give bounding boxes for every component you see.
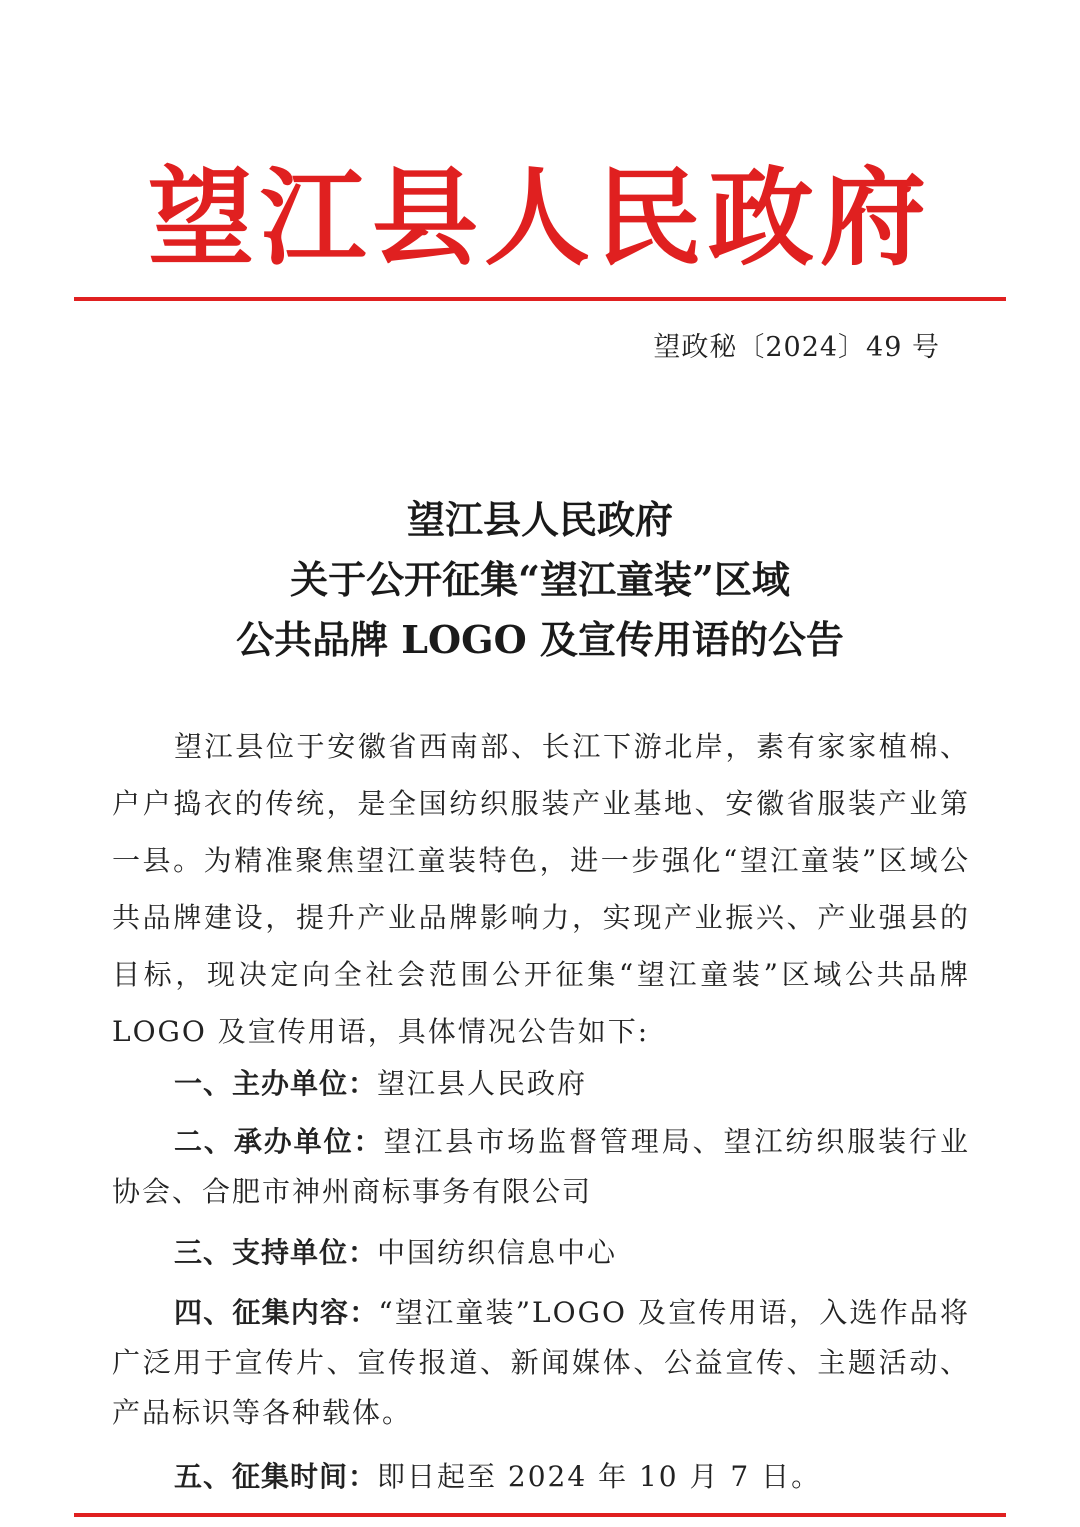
document-number: 望政秘〔2024〕49 号 (653, 332, 940, 363)
item-text: 即日起至 2024 年 10 月 7 日。 (377, 1460, 822, 1493)
item-text: 中国纺织信息中心 (377, 1236, 618, 1269)
notice-title (60, 490, 1020, 670)
item-label: 三、支持单位： (174, 1236, 378, 1269)
item-label: 五、征集时间： (174, 1460, 378, 1493)
item-label: 二、承办单位： (174, 1125, 384, 1158)
item-text: 望江县人民政府 (377, 1067, 588, 1100)
footer-red-rule (74, 1513, 1006, 1517)
item-content (112, 1288, 970, 1438)
item-label: 四、征集内容： (174, 1296, 379, 1329)
item-label: 一、主办单位： (174, 1067, 378, 1100)
item-supporter (112, 1228, 970, 1278)
notice-title-line-2: 关于公开征集“望江童装”区域 (290, 557, 790, 602)
item-text: 望江县市场监督管理局、望江纺织服装行业协会、合肥市神州商标事务有限公司 (112, 1125, 970, 1208)
masthead-red-rule (74, 297, 1006, 301)
item-undertaker (112, 1117, 970, 1217)
notice-title-line-1: 望江县人民政府 (406, 497, 673, 542)
item-text: “望江童装”LOGO 及宣传用语，入选作品将广泛用于宣传片、宣传报道、新闻媒体、公益宣传、主题活动、产品标识等各种载体。 (112, 1296, 970, 1429)
masthead-title: 望江县人民政府 (148, 155, 932, 280)
intro-paragraph: 望江县位于安徽省西南部、长江下游北岸，素有家家植棉、户户捣衣的传统，是全国纺织服装产业基地、安徽省服装产业第一县。为精准聚焦望江童装特色，进一步强化“望江童装”区域公共品牌建设，提升产业品牌影响力，实现产业振兴、产业强县的目标，现决定向全社会范围公开征集“望江童装”区域公共品牌LOGO 及宣传用语，具体情况公告如下: (112, 730, 970, 1048)
item-time (112, 1452, 970, 1502)
item-organizer (112, 1059, 970, 1109)
notice-title-line-3: 公共品牌 LOGO 及宣传用语的公告 (236, 617, 844, 662)
